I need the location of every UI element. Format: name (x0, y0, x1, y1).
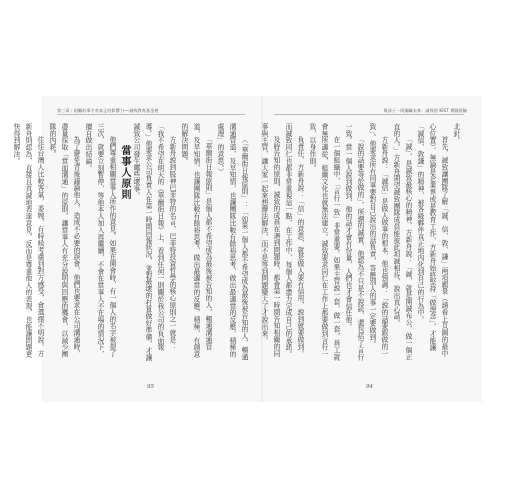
left-paragraph-3: 方新舟說到股神巴菲特的名言，巴菲特投資哲學的核心原則之一就是：「我不希望在明天的《華爾街日報》上，看到任何一則關於我公司的負面報導。」他要求公司負責人在第一時間回報狀況，並對最壞的打算做好準備，才讓誠致公司發生哪些壞事。 (132, 123, 176, 362)
left-paragraph-6: 往往台灣人比較客氣，委婉，有時候考慮到對方感受，會選擇不明說。方新舟則認為，直接且真誠地表達意見，反而是尊重他人的表現，也能讓問題更快得到解決。 (12, 123, 44, 358)
left-running-header: 第三章｜困難的事才有真正的影響力──誠致教育基金會 (57, 108, 159, 113)
left-paragraph-4: 他們尊重相關當事人所作的意見。如果在開會時，有一個人的名字被提了三次，就要立刻暫停，等他本人加入再繼續，不會在當事人不在場的情況下，擅自做出結論。 (84, 123, 116, 358)
right-page-number: 94 (366, 384, 373, 390)
right-running-header: 與孩子一同編織未來：誠致的 KIST 實踐經驗 (383, 108, 467, 113)
left-page-number: 95 (147, 384, 154, 390)
left-paragraph-1: （「華爾街日報原則」：「如果一個人都不希望成為最後被告知的人，暢通溝通管道，及早知情，也讓團隊比較有餘裕思考，做出最適當的反應，積極的處理」的意思。） (216, 123, 248, 361)
left-paragraph-5: 為了避免背後議論他人，造成不必要的誤會，他們也要求在公司溝通時，盡量採取「當面溝通」的原則，讓當事人有充分說明與回應的機會，以減少團隊的內耗。 (48, 123, 80, 358)
right-paragraph-4: 方新舟說：「誠信」是做人做事的根本，他也強調：「說的話要跟做的一致」。他要求所有同事要對自己說出的話負責，答應別人的事一定要做到。 (368, 123, 388, 358)
left-paragraph-2: 「華爾街日報原則」是個人都不希望成為最後被告知的人，暢通溝通管道，及早知情，也讓團隊比較有餘裕思考，做出最適當的反應，積極、有創意的解決問題。 (180, 123, 212, 358)
right-paragraph-7: 負責任，方新舟說：「信」的意思，就是做人要有信用，說到就要做到。而誠致同仁也都非常重視這一點，在工作中，每個人都盡力完成自己的承諾。 (284, 123, 304, 358)
right-paragraph-3: 「誠」，是誠致最核心的精神，方新舟說：「誠，就是開誠布公，做一個正直的人。」方新舟期望誠致團隊成員能彼此坦誠相待，說出真心話。 (392, 123, 412, 361)
right-page-body (260, 123, 462, 363)
right-page (262, 96, 482, 402)
left-header-rule (57, 114, 245, 115)
right-paragraph-2: 首先，誠致讓團隊了解「誠、信、敦、謙」兩項願景（請看上頁圖的最中心位置），無論是企業界或是教育工作，方新舟始終堅持「做理念」，才能讓「誠信、敦謙」的精神，被各級夥伴真正地內化到自己的行為中。 (416, 123, 448, 358)
left-page-body (12, 123, 250, 363)
section-title: 當事人原則 (119, 145, 130, 200)
right-paragraph-5: 「說的話要等於做的」，所謂的誠實，他認為不只是不說謊，還包括了言行一致。當一個人說到做到，他的話才會有份量，人們也才會信任他。 (344, 123, 364, 361)
right-paragraph-8: 及時告知的原則，誠致的成員在遇到問題時，都會第一時間告知相關的同事與主管，讓大家一起來想辦法解決，而不是等到問題變大了才說出來。 (260, 123, 280, 358)
right-paragraph-6: 在一個組織中，「言行一致」非常重要。如果主管說一套，做一套，員工就會無所適從，組織文化也就無法建立。誠致要求同仁在工作上都要做到言行一致，以身作則。 (308, 123, 340, 361)
book-spread (12, 96, 482, 402)
right-paragraph-1: 北針。 (452, 123, 460, 144)
right-header-rule (274, 114, 464, 115)
left-page (12, 96, 262, 402)
